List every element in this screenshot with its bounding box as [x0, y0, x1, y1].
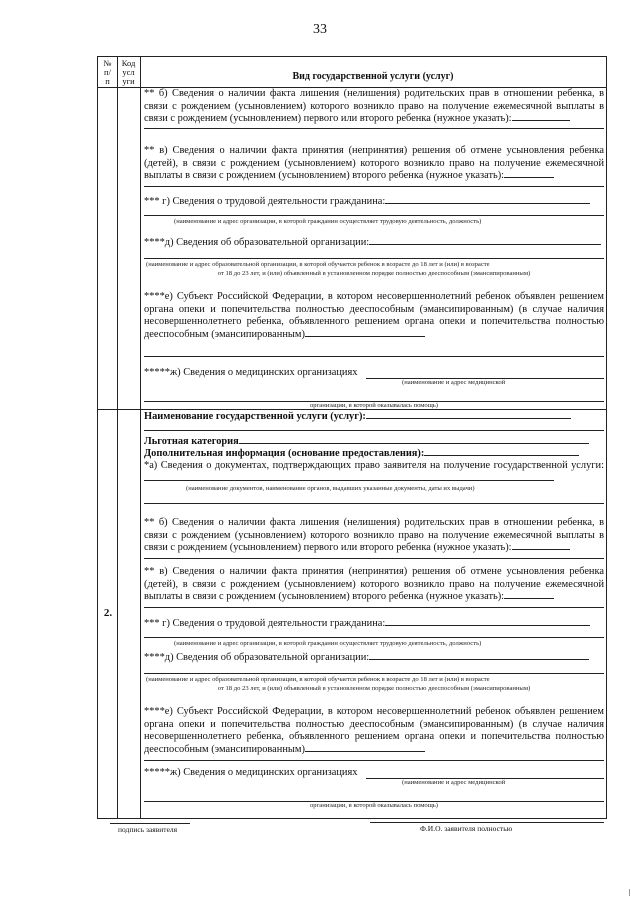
row1-section-g: *** г) Сведения о трудовой деятельности гражданина: — [144, 196, 604, 209]
row1-section-d: ****д) Сведения об образовательной организации: — [144, 237, 604, 250]
fill-line — [144, 673, 604, 674]
page-number: 33 — [313, 22, 327, 37]
row2-a-caption: (наименование документов, наименование органов, выдавших указанные документы, даты их выдачи) — [186, 485, 475, 492]
row2-zh-caption-1: (наименование и адрес медицинской — [402, 779, 506, 786]
row1-zh-caption-1: (наименование и адрес медицинской — [402, 379, 506, 386]
fill-line — [144, 356, 604, 357]
row2-d-caption-1: (наименование и адрес образовательной организации, в которой обучается ребенок в возрасте до 18 лет и (или) в возрасте — [146, 676, 490, 683]
row-number-2: 2. — [103, 607, 113, 619]
column-header-number: № п/ п — [103, 58, 112, 86]
row2-section-v: ** в) Сведения о наличии факта принятия (непринятия) решения об отмене усыновления ребенка (детей), в связи с рождением (усыновлением) которого возникло право на получение ежемесячной выплаты в связи с рождением (усыновлением) второго ребенка (нужное указать): — [144, 566, 604, 603]
fill-line — [144, 215, 604, 216]
row1-d-caption-1: (наименование и адрес образовательной организации, в которой обучается ребенок в возрасте до 18 лет и (или) в возрасте — [146, 261, 490, 268]
row2-section-b: ** б) Сведения о наличии факта лишения (нелишения) родительских прав в отношении ребенка, в связи с рождением (усыновлением) которого возникло право на получение ежемесячной выплаты в связи с рождением (усыновлением) первого или второго ребенка (нужное указать): — [144, 517, 604, 554]
column-header-service-type: Вид государственной услуги (услуг) — [292, 71, 454, 82]
fill-line — [144, 503, 604, 504]
row1-section-b: ** б) Сведения о наличии факта лишения (нелишения) родительских прав в отношении ребенка, в связи с рождением (усыновлением) которого возникло право на получение ежемесячной выплаты в связи с рождением (усыновлением) первого или второго ребенка (нужное указать): — [144, 88, 604, 125]
fill-line — [144, 607, 604, 608]
fill-line — [144, 186, 604, 187]
fill-line — [144, 760, 604, 761]
fill-line — [144, 637, 604, 638]
row2-section-zh: *****ж) Сведения о медицинских организациях — [144, 767, 358, 778]
row2-section-a: *а) Сведения о документах, подтверждающих право заявителя на получение государственной услуги: — [144, 460, 604, 485]
fill-line — [144, 128, 604, 129]
row1-section-zh: *****ж) Сведения о медицинских организациях — [144, 367, 358, 378]
column-divider — [117, 57, 118, 818]
row1-g-caption: (наименование и адрес организации, в которой гражданин осуществляет трудовую деятельность, должность) — [174, 218, 482, 225]
fill-line — [144, 258, 604, 259]
row1-section-e: ****е) Субъект Российской Федерации, в котором несовершеннолетний ребенок объявлен решением органа опеки и попечительства полностью дееспособным (эмансипированным) (в случае наличия несовершеннолетнего ребенка, объявленного решением органа опеки и попечительства полностью дееспособным (эмансипированным) — [144, 291, 604, 340]
fill-line — [144, 430, 604, 431]
row2-g-caption: (наименование и адрес организации, в которой гражданин осуществляет трудовую деятельность, должность) — [174, 640, 482, 647]
row2-d-caption-2: от 18 до 23 лет, и (или) объявленный в установленном порядке полностью дееспособным (эмансипированным) — [217, 685, 531, 692]
row1-d-caption-2: от 18 до 23 лет, и (или) объявленный в установленном порядке полностью дееспособным (эмансипированным) — [217, 270, 531, 277]
row2-section-d: ****д) Сведения об образовательной организации: — [144, 652, 604, 665]
fill-line — [144, 558, 604, 559]
row2-section-g: *** г) Сведения о трудовой деятельности гражданина: — [144, 618, 604, 631]
column-divider — [140, 57, 141, 818]
applicant-signature-label: подпись заявителя — [118, 825, 178, 834]
applicant-full-name-label: Ф.И.О. заявителя полностью — [420, 824, 513, 833]
signature-line — [110, 823, 190, 824]
full-name-line — [370, 822, 604, 823]
row2-additional-info: Дополнительная информация (основание предоставления): — [144, 448, 604, 461]
row1-section-v: ** в) Сведения о наличии факта принятия (непринятия) решения об отмене усыновления ребенка (детей), в связи с рождением (усыновлением) которого возникло право на получение ежемесячной выплаты в связи с рождением (усыновлением) второго ребенка (нужное указать): — [144, 145, 604, 182]
row2-benefit-category: Льготная категория — [144, 436, 604, 449]
scan-edge-mark — [629, 889, 630, 896]
column-header-code: Код усл уги — [121, 58, 136, 86]
row1-zh-caption-2: организации, в которой оказывалась помощь) — [309, 402, 439, 409]
row2-zh-caption-2: организации, в которой оказывалась помощь) — [309, 802, 439, 809]
row2-service-name: Наименование государственной услуги (услуг): — [144, 411, 604, 424]
row2-section-e: ****е) Субъект Российской Федерации, в котором несовершеннолетний ребенок объявлен решением органа опеки и попечительства полностью дееспособным (эмансипированным) (в случае наличия несовершеннолетнего ребенка, объявленного решением органа опеки и попечительства полностью дееспособным (эмансипированным) — [144, 706, 604, 755]
